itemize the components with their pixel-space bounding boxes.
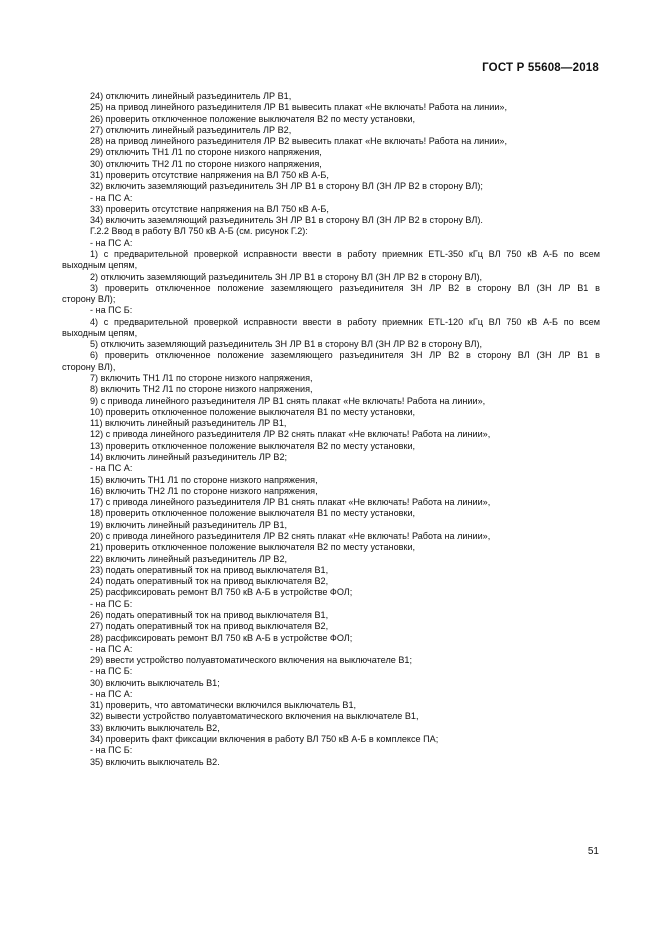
text-line: 31) проверить, что автоматически включился выключатель В1, bbox=[90, 700, 357, 711]
text-line: 27) отключить линейный разъединитель ЛР В2, bbox=[90, 124, 292, 135]
text-line: 33) включить выключатель В2, bbox=[90, 722, 220, 733]
text-line: 24) подать оперативный ток на привод выключателя В2, bbox=[90, 576, 329, 587]
text-line: 34) проверить факт фиксации включения в работу ВЛ 750 кВ А-Б в комплексе ПА; bbox=[90, 734, 439, 745]
text-line: 19) включить линейный разъединитель ЛР В1, bbox=[90, 519, 288, 530]
text-line: - на ПС Б: bbox=[90, 666, 133, 677]
text-line: сторону ВЛ); bbox=[62, 294, 116, 305]
text-line: 33) проверить отсутствие напряжения на ВЛ 750 кВ А-Б, bbox=[90, 203, 329, 214]
text-line: 17) с привода линейного разъединителя ЛР В1 снять плакат «Не включать! Работа на линии», bbox=[90, 497, 491, 508]
text-line: 14) включить линейный разъединитель ЛР В2; bbox=[90, 452, 288, 462]
text-line: - на ПС Б: bbox=[90, 598, 133, 609]
text-line: 9) с привода линейного разъединителя ЛР В1 снять плакат «Не включать! Работа на линии», bbox=[90, 395, 486, 406]
text-line: 3) проверить отключенное положение заземляющего разъединителя ЗН ЛР В2 в сторону ВЛ (ЗН ЛР В1 в bbox=[90, 282, 600, 293]
text-line: 26) подать оперативный ток на привод выключателя В1, bbox=[90, 609, 329, 620]
text-line: 1) с предварительной проверкой исправности ввести в работу приемник ETL-350 кГц ВЛ 750 кВ А-Б по всем bbox=[90, 248, 600, 259]
text-line: 16) включить ТН2 Л1 по стороне низкого напряжения, bbox=[90, 485, 318, 496]
text-line: 26) проверить отключенное положение выключателя В2 по месту установки, bbox=[90, 113, 416, 124]
text-line: 20) с привода линейного разъединителя ЛР В2 снять плакат «Не включать! Работа на линии», bbox=[90, 530, 491, 541]
page-number: 51 bbox=[587, 846, 599, 857]
text-line: - на ПС А: bbox=[90, 237, 133, 248]
text-line: - на ПС Б: bbox=[90, 745, 133, 756]
text-line: - на ПС А: bbox=[90, 643, 133, 654]
text-line: 5) отключить заземляющий разъединитель ЗН ЛР В1 в сторону ВЛ (ЗН ЛР В2 в сторону ВЛ), bbox=[90, 339, 483, 350]
section-heading: Г.2.2 Ввод в работу ВЛ 750 кВ А-Б (см. рисунок Г.2): bbox=[90, 226, 308, 237]
text-line: 27) подать оперативный ток на привод выключателя В2, bbox=[90, 621, 329, 632]
text-line: сторону ВЛ), bbox=[62, 361, 116, 372]
text-line: 28) расфиксировать ремонт ВЛ 750 кВ А-Б в устройстве ФОЛ; bbox=[90, 632, 353, 643]
text-line: 8) включить ТН2 Л1 по стороне низкого напряжения, bbox=[90, 384, 313, 395]
text-line: 15) включить ТН1 Л1 по стороне низкого напряжения, bbox=[90, 474, 318, 485]
text-line: выходным цепям, bbox=[62, 327, 138, 338]
text-line: 13) проверить отключенное положение выключателя В2 по месту установки, bbox=[90, 440, 416, 451]
text-line: 23) подать оперативный ток на привод выключателя В1, bbox=[90, 564, 329, 575]
text-line: - на ПС А: bbox=[90, 688, 133, 699]
text-line: 30) включить выключатель В1; bbox=[90, 677, 220, 688]
text-line: 29) ввести устройство полуавтоматического включения на выключателе В1; bbox=[90, 655, 412, 666]
text-line: 11) включить линейный разъединитель ЛР В1, bbox=[90, 418, 287, 429]
text-line: 7) включить ТН1 Л1 по стороне низкого напряжения, bbox=[90, 373, 313, 384]
text-line: - на ПС А: bbox=[90, 192, 133, 203]
document-header: ГОСТ Р 55608—2018 bbox=[482, 62, 599, 74]
text-line: 2) отключить заземляющий разъединитель ЗН ЛР В1 в сторону ВЛ (ЗН ЛР В2 в сторону ВЛ), bbox=[90, 271, 483, 282]
text-line: выходным цепям, bbox=[62, 260, 138, 271]
text-line: 29) отключить ТН1 Л1 по стороне низкого напряжения, bbox=[90, 147, 322, 158]
text-line: - на ПС А: bbox=[90, 463, 133, 474]
text-line: 31) проверить отсутствие напряжения на ВЛ 750 кВ А-Б, bbox=[90, 169, 329, 180]
text-line: 32) включить заземляющий разъединитель ЗН ЛР В1 в сторону ВЛ (ЗН ЛР В2 в сторону ВЛ); bbox=[90, 181, 483, 192]
text-line: 32) вывести устройство полуавтоматического включения на выключателе В1, bbox=[90, 711, 419, 722]
text-line: 30) отключить ТН2 Л1 по стороне низкого напряжения, bbox=[90, 158, 322, 169]
text-line: 12) с привода линейного разъединителя ЛР В2 снять плакат «Не включать! Работа на линии», bbox=[90, 429, 491, 440]
text-line: - на ПС Б: bbox=[90, 305, 133, 316]
text-line: 4) с предварительной проверкой исправности ввести в работу приемник ETL-120 кГц ВЛ 750 кВ А-Б по всем bbox=[90, 316, 600, 327]
text-line: 18) проверить отключенное положение выключателя В1 по месту установки, bbox=[90, 508, 416, 519]
text-line: 28) на привод линейного разъединителя ЛР В2 вывесить плакат «Не включать! Работа на линии», bbox=[90, 136, 507, 147]
text-line: 24) отключить линейный разъединитель ЛР В1, bbox=[90, 91, 292, 101]
text-line: 21) проверить отключенное положение выключателя В2 по месту установки, bbox=[90, 542, 416, 553]
document-body bbox=[62, 91, 600, 768]
text-line: 25) расфиксировать ремонт ВЛ 750 кВ А-Б в устройстве ФОЛ; bbox=[90, 587, 353, 598]
text-line: 34) включить заземляющий разъединитель ЗН ЛР В1 в сторону ВЛ (ЗН ЛР В2 в сторону ВЛ). bbox=[90, 215, 483, 226]
text-line: 25) на привод линейного разъединителя ЛР В1 вывесить плакат «Не включать! Работа на линии», bbox=[90, 102, 507, 113]
text-line: 6) проверить отключенное положение заземляющего разъединителя ЗН ЛР В2 в сторону ВЛ (ЗН ЛР В1 в bbox=[90, 350, 600, 361]
text-line: 10) проверить отключенное положение выключателя В1 по месту установки, bbox=[90, 406, 416, 417]
text-line: 35) включить выключатель В2. bbox=[90, 756, 220, 767]
text-line: 22) включить линейный разъединитель ЛР В2, bbox=[90, 553, 288, 564]
